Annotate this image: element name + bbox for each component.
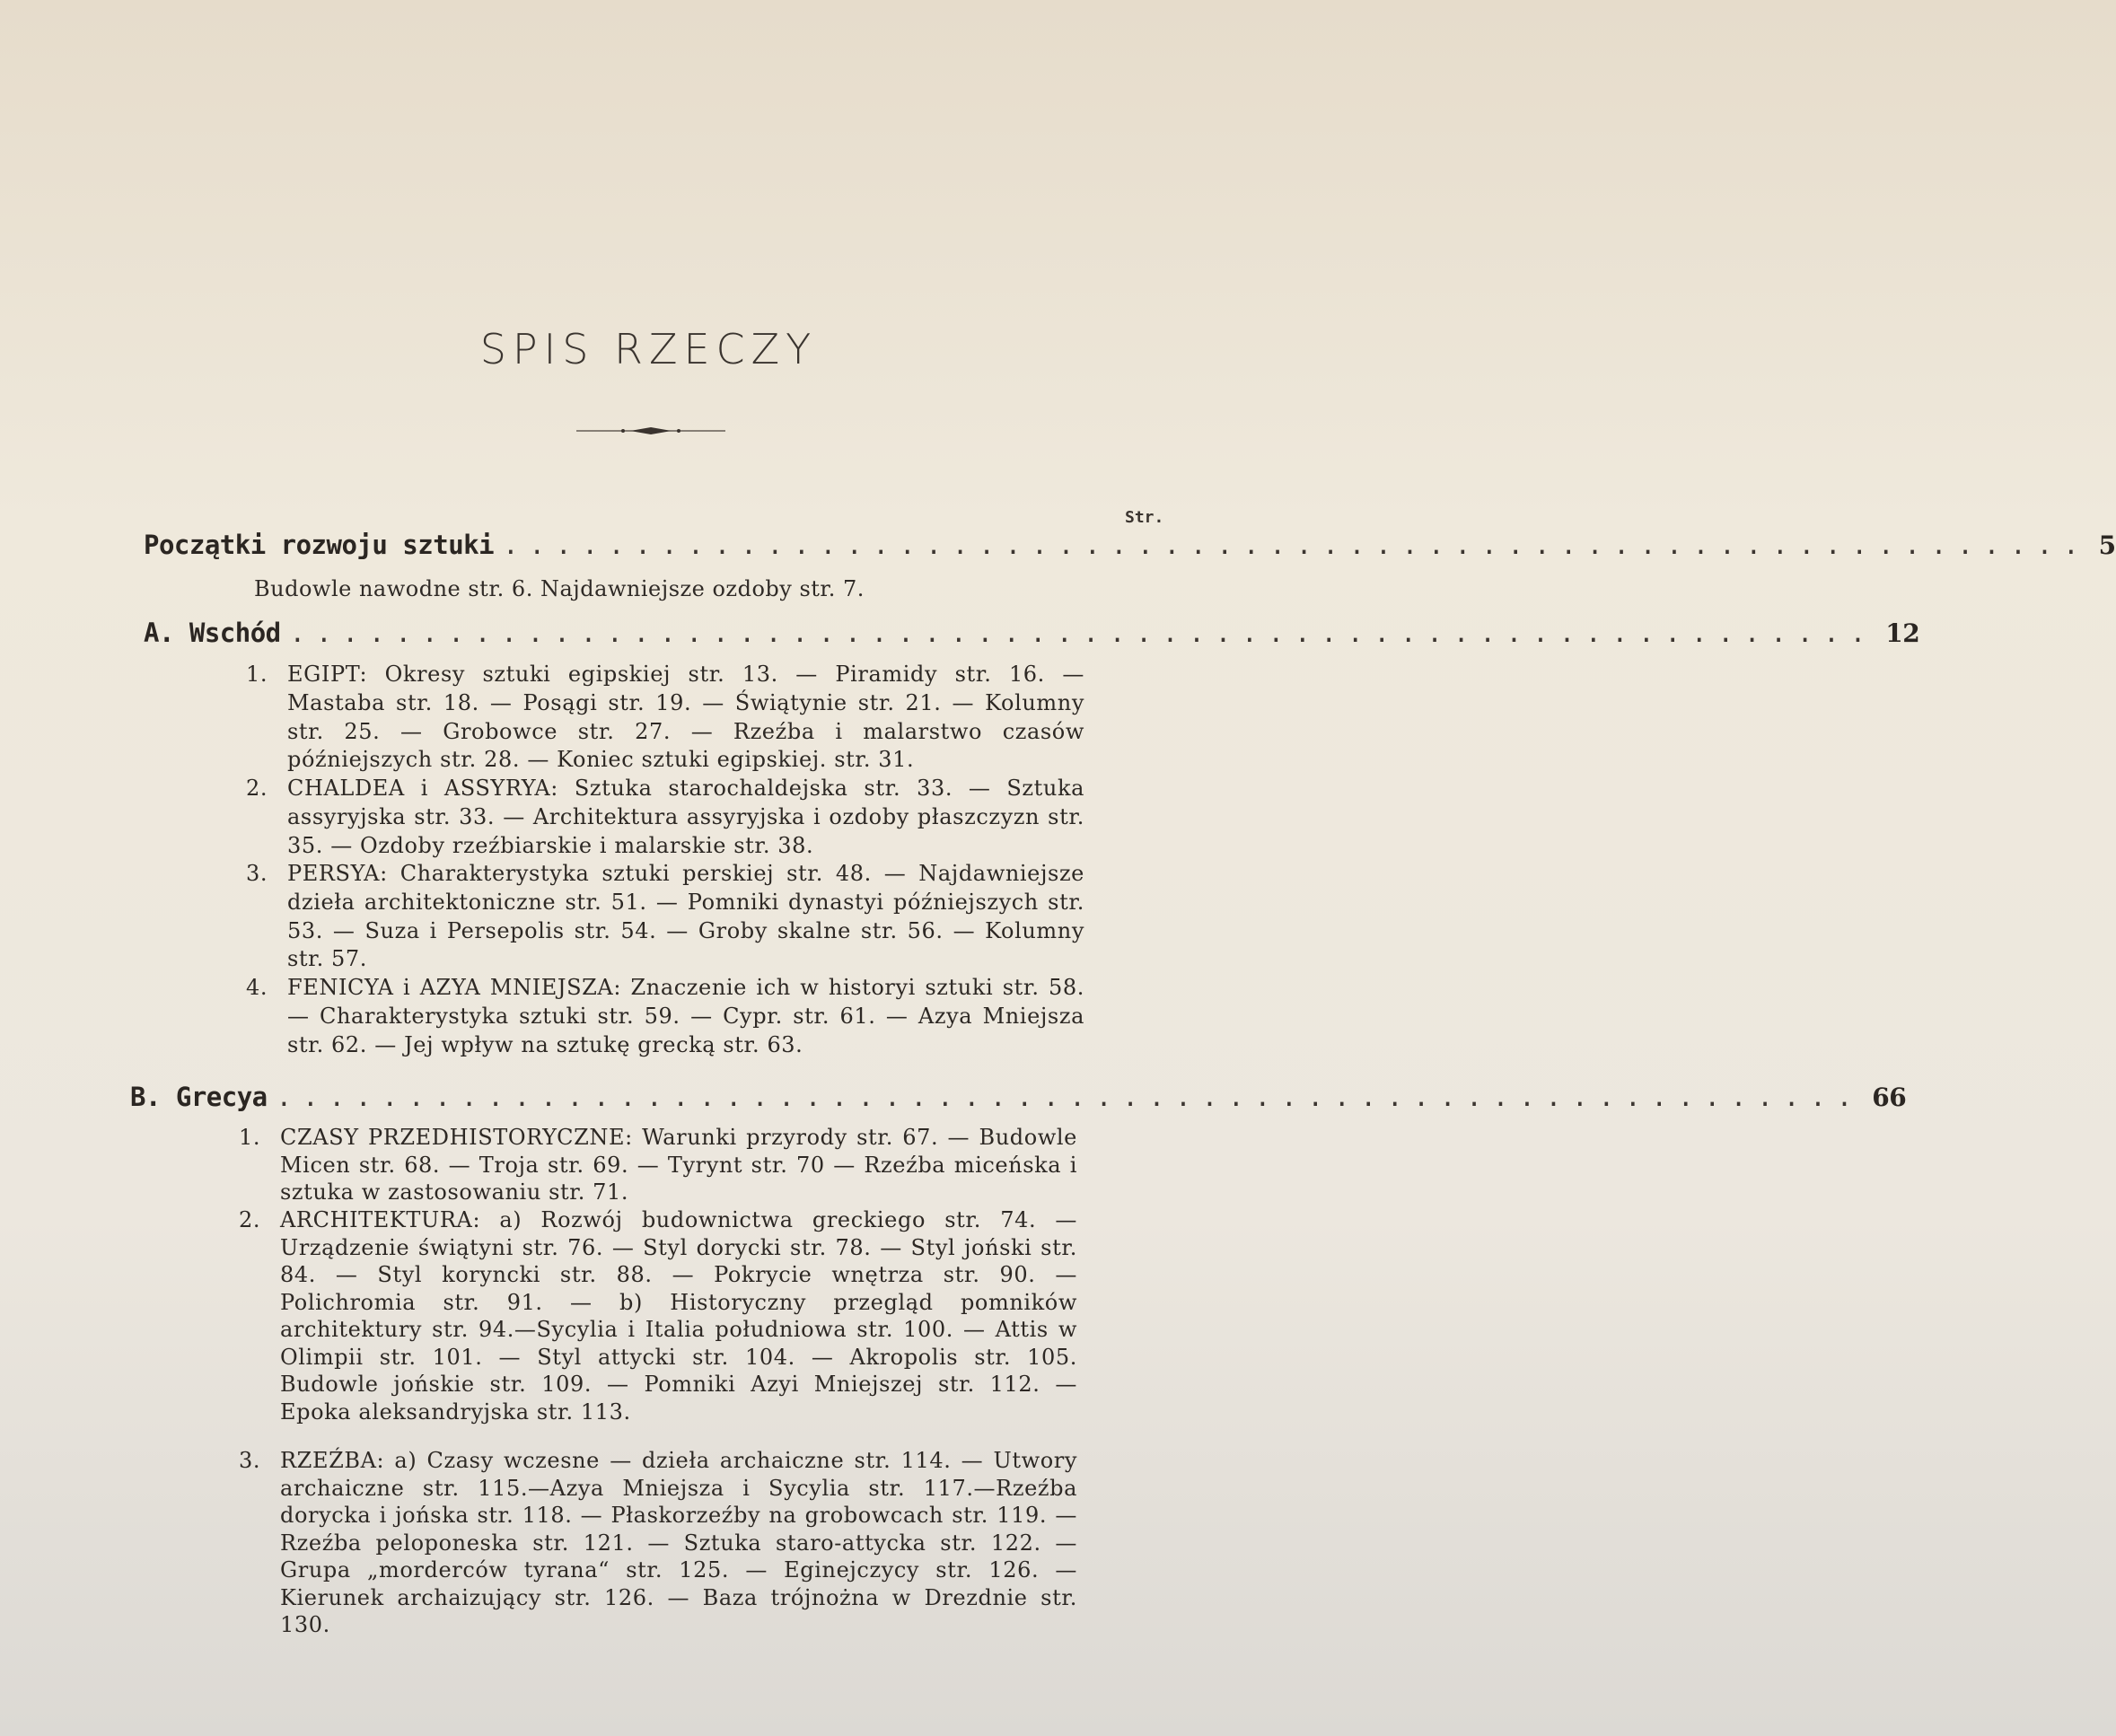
subentry-text: CHALDEA i ASSYRYA: Sztuka starochaldejska str. 33. — Sztuka assyryjska str. 33. — Architektura assyryjska i ozdoby płaszczyzn str. 35. — Ozdoby rzeźbiarskie i malarskie str. 38. <box>287 776 1084 858</box>
subentry-text: FENICYA i AZYA MNIEJSZA: Znaczenie ich w historyi sztuki str. 58. — Charakterystyka sztuki str. 59. — Cypr. str. 61. — Azya Mniejsza str. 62. — Jej wpływ na sztukę grecką str. 63. <box>287 975 1084 1057</box>
toc-page-number: 66 <box>1872 1083 1907 1112</box>
toc-section-east <box>144 618 1920 648</box>
toc-subentry <box>246 661 1084 775</box>
subentry-text: EGIPT: Okresy sztuki egipskiej str. 13. — Piramidy str. 16. — Mastaba str. 18. — Posągi str. 19. — Świątynie str. 21. — Kolumny str. 25. — Grobowce str. 27. — Rzeźba i malarstwo czasów późniejszych str. 28. — Koniec sztuki egipskiej. str. 31. <box>287 662 1084 773</box>
toc-heading: Początki rozwoju sztuki <box>144 530 495 560</box>
title-ornament-icon <box>576 422 725 440</box>
subentry-number: 2. <box>246 776 268 801</box>
subentry-number: 2. <box>239 1207 261 1232</box>
toc-page-number: 12 <box>1885 618 1920 648</box>
dot-leader: ............................................................ <box>276 1082 1864 1112</box>
toc-heading-line <box>130 1082 1907 1112</box>
toc-heading-line <box>144 618 1920 648</box>
toc-page-number: 5 <box>2098 530 2116 560</box>
toc-section-greece <box>130 1082 1907 1112</box>
toc-subentry <box>246 974 1084 1059</box>
subentry-text: ARCHITEKTURA: a) Rozwój budownictwa greckiego str. 74. — Urządzenie świątyni str. 76. — Styl dorycki str. 78. — Styl joński str. 84. — Styl koryncki str. 88. — Pokrycie wnętrza str. 90. — Polichromia str. 91. — b) Historyczny przegląd pomników architektury str. 94.—Sycylia i Italia południowa str. 100. — Attis w Olimpii str. 101. — Styl attycki str. 104. — Akropolis str. 105. Budowle jońskie str. 109. — Pomniki Azyi Mniejszej str. 112. — Epoka aleksandryjska str. 113. <box>280 1207 1077 1425</box>
subentry-text: PERSYA: Charakterystyka sztuki perskiej str. 48. — Najdawniejsze dzieła architektoniczne str. 51. — Pomniki dynastyi późniejszych str. 53. — Suza i Persepolis str. 54. — Groby skalne str. 56. — Kolumny str. 57. <box>287 861 1084 972</box>
toc-summary: Budowle nawodne str. 6. Najdawniejsze ozdoby str. 7. <box>254 576 865 601</box>
toc-subentry <box>246 860 1084 974</box>
page-column-header: Str. <box>1125 508 1164 527</box>
subentry-text: RZEŹBA: a) Czasy wczesne — dzieła archaiczne str. 114. — Utwory archaiczne str. 115.—Azya Mniejsza i Sycylia str. 117.—Rzeźba dorycka i jońska str. 118. — Płaskorzeźby na grobowcach str. 119. — Rzeźba peloponeska str. 121. — Sztuka staro-attycka str. 122. — Grupa „morderców tyrana“ str. 125. — Eginejczycy str. 126. — Kierunek archaizujący str. 126. — Baza trójnożna w Drezdnie str. 130. <box>280 1448 1077 1637</box>
toc-subentry <box>239 1447 1077 1640</box>
subentry-number: 3. <box>246 861 268 886</box>
toc-heading: B. Grecya <box>130 1082 268 1112</box>
toc-subentry <box>239 1124 1077 1206</box>
toc-subentries-greece <box>136 1124 1160 1640</box>
subentry-text: CZASY PRZEDHISTORYCZNE: Warunki przyrody str. 67. — Budowle Micen str. 68. — Troja str. 69. — Tyrynt str. 70 — Rzeźba miceńska i sztuka w zastosowaniu str. 71. <box>280 1125 1077 1205</box>
toc-subentry <box>239 1206 1077 1447</box>
subentry-number: 3. <box>239 1448 261 1473</box>
toc-subentries-east <box>144 661 1167 1059</box>
subentry-number: 4. <box>246 975 268 1000</box>
dot-leader: ............................................................ <box>503 530 2090 560</box>
toc-section-beginnings <box>144 530 2116 601</box>
page-title: SPIS RZECZY <box>479 325 818 373</box>
subentry-number: 1. <box>239 1125 261 1150</box>
toc-heading-line <box>144 530 2116 560</box>
toc-heading: A. Wschód <box>144 618 281 648</box>
toc-subentry <box>246 775 1084 860</box>
subentry-number: 1. <box>246 662 268 687</box>
dot-leader: ............................................................ <box>289 618 1877 648</box>
